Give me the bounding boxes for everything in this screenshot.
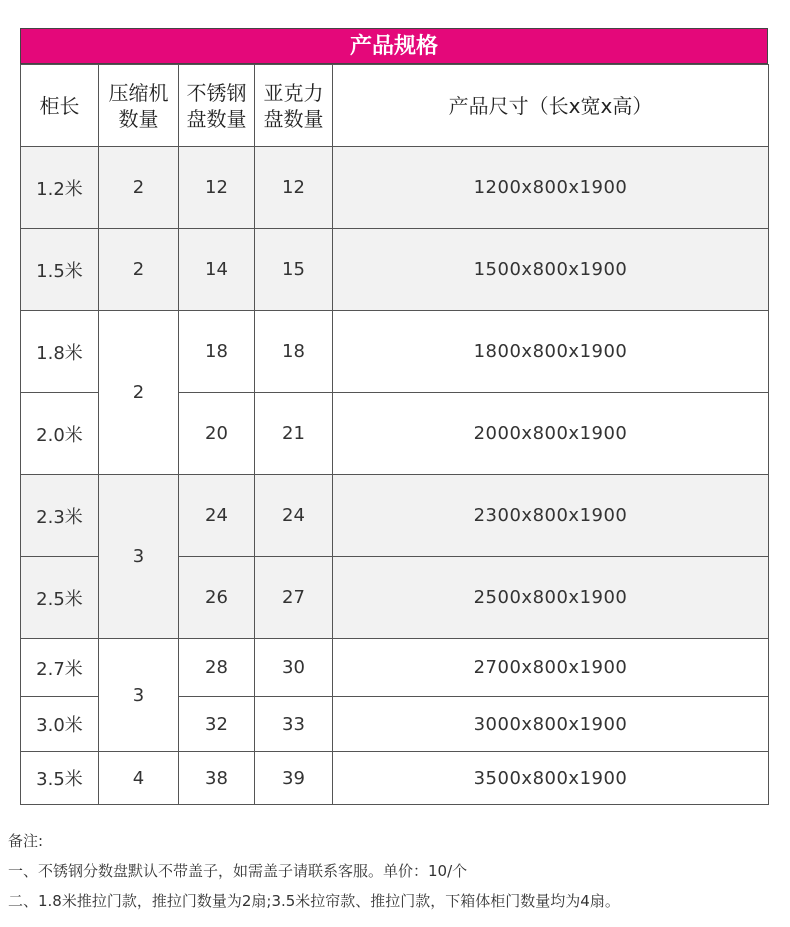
cell-compressor: 2 (99, 311, 179, 475)
cell-acrylic: 30 (255, 639, 333, 697)
cell-steel: 28 (179, 639, 255, 697)
cell-size: 1500x800x1900 (333, 229, 769, 311)
notes (8, 826, 620, 916)
cell-length: 2.3米 (21, 475, 99, 557)
header-acrylic: 亚克力 盘数量 (255, 65, 333, 147)
note-line-1: 一、不锈钢分数盘默认不带盖子，如需盖子请联系客服。单价：10/个 (8, 862, 468, 880)
cell-length: 3.0米 (21, 697, 99, 752)
cell-acrylic: 39 (255, 752, 333, 805)
cell-acrylic: 27 (255, 557, 333, 639)
cell-acrylic: 15 (255, 229, 333, 311)
cell-compressor: 2 (99, 147, 179, 229)
cell-steel: 18 (179, 311, 255, 393)
table-row (21, 229, 769, 311)
cell-size: 2700x800x1900 (333, 639, 769, 697)
table-row (21, 475, 769, 557)
table-row (21, 639, 769, 697)
cell-length: 2.7米 (21, 639, 99, 697)
cell-steel: 20 (179, 393, 255, 475)
cell-steel: 32 (179, 697, 255, 752)
cell-acrylic: 18 (255, 311, 333, 393)
cell-length: 1.8米 (21, 311, 99, 393)
cell-length: 2.5米 (21, 557, 99, 639)
table-row (21, 311, 769, 393)
header-steel: 不锈钢 盘数量 (179, 65, 255, 147)
spec-title: 产品规格 (20, 28, 768, 64)
cell-steel: 24 (179, 475, 255, 557)
cell-size: 3500x800x1900 (333, 752, 769, 805)
cell-acrylic: 33 (255, 697, 333, 752)
cell-compressor: 3 (99, 639, 179, 752)
cell-size: 1800x800x1900 (333, 311, 769, 393)
header-compressor: 压缩机 数量 (99, 65, 179, 147)
cell-size: 2000x800x1900 (333, 393, 769, 475)
table-row (21, 147, 769, 229)
cell-compressor: 2 (99, 229, 179, 311)
cell-length: 2.0米 (21, 393, 99, 475)
cell-acrylic: 12 (255, 147, 333, 229)
cell-steel: 38 (179, 752, 255, 805)
header-size: 产品尺寸（长x宽x高） (333, 65, 769, 147)
cell-size: 1200x800x1900 (333, 147, 769, 229)
cell-steel: 26 (179, 557, 255, 639)
header-length: 柜长 (21, 65, 99, 147)
cell-compressor: 3 (99, 475, 179, 639)
note-line-2: 二、1.8米推拉门款，推拉门数量为2扇;3.5米拉帘款、推拉门款，下箱体柜门数量均为4扇。 (8, 892, 620, 910)
cell-length: 1.2米 (21, 147, 99, 229)
cell-size: 2500x800x1900 (333, 557, 769, 639)
spec-table (20, 64, 769, 805)
cell-compressor: 4 (99, 752, 179, 805)
cell-steel: 12 (179, 147, 255, 229)
cell-length: 1.5米 (21, 229, 99, 311)
cell-steel: 14 (179, 229, 255, 311)
cell-size: 2300x800x1900 (333, 475, 769, 557)
spec-section (20, 28, 768, 805)
cell-size: 3000x800x1900 (333, 697, 769, 752)
cell-acrylic: 24 (255, 475, 333, 557)
notes-heading: 备注: (8, 832, 44, 850)
cell-length: 3.5米 (21, 752, 99, 805)
header-row (21, 65, 769, 147)
cell-acrylic: 21 (255, 393, 333, 475)
table-row (21, 752, 769, 805)
